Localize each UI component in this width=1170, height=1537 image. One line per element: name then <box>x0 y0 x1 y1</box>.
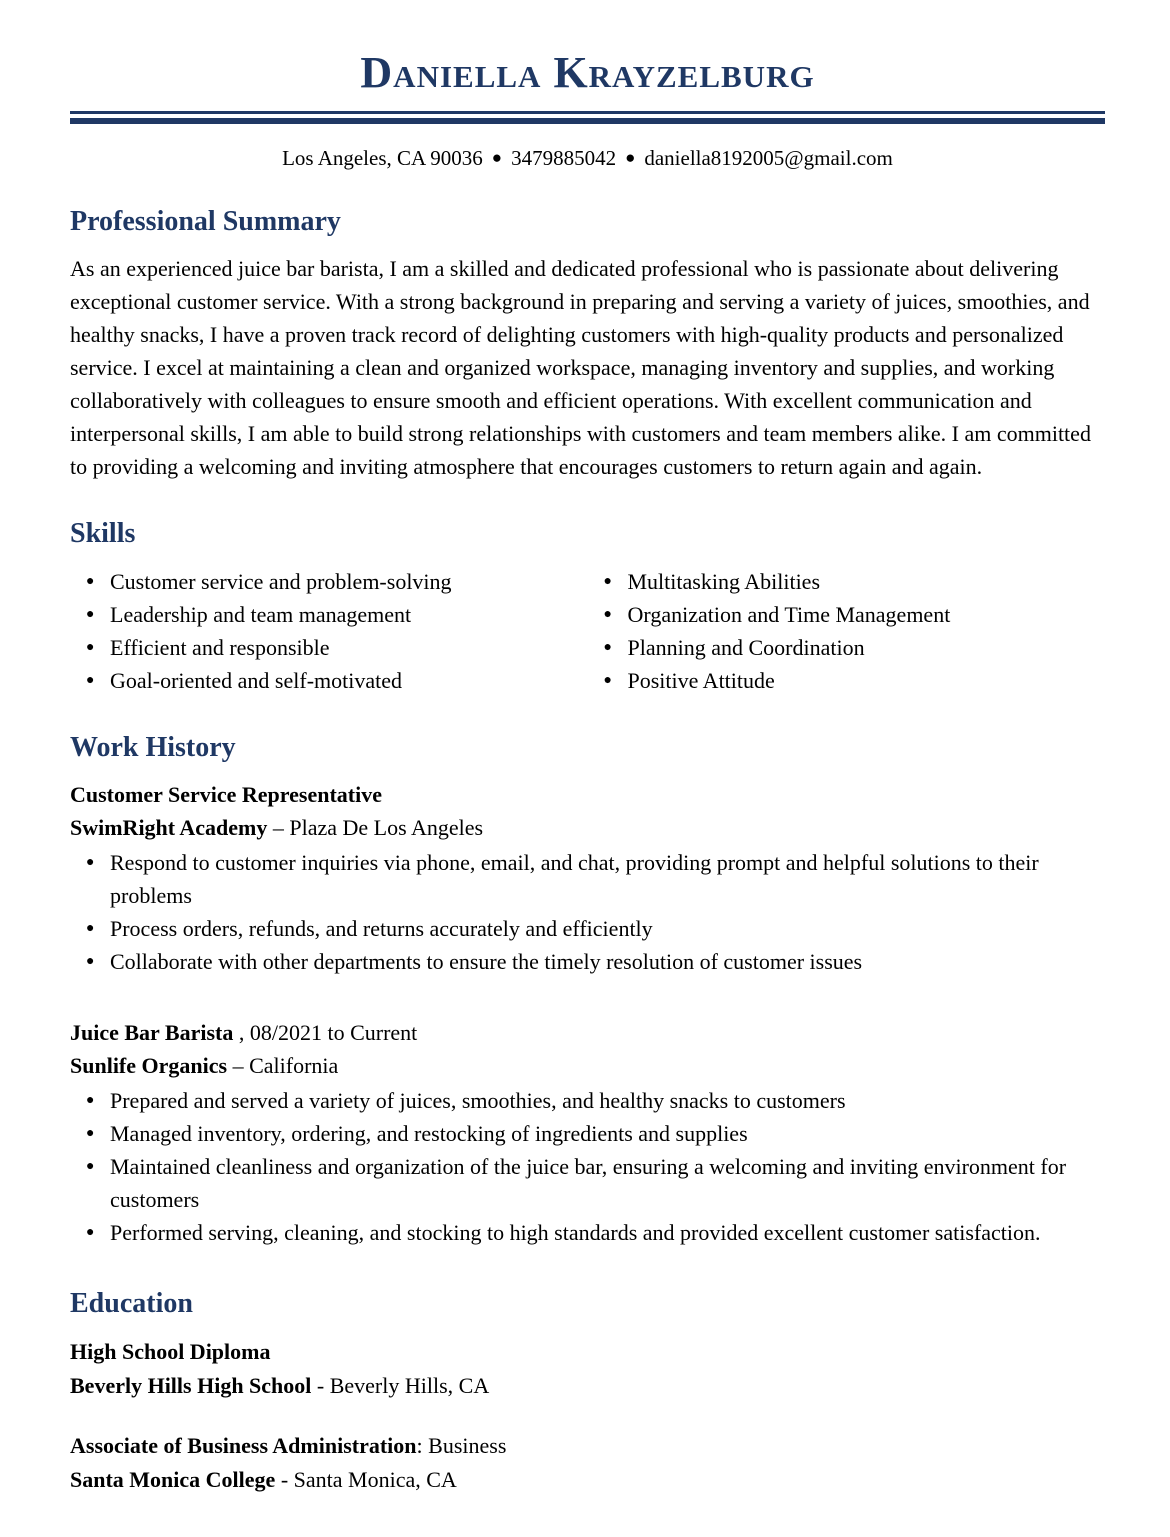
contact-location: Los Angeles, CA 90036 <box>282 145 483 170</box>
contact-separator: ● <box>491 147 503 167</box>
job-company-line <box>70 1049 1105 1082</box>
skill-item: ● Efficient and responsible <box>70 631 588 664</box>
job-location: – California <box>227 1053 339 1079</box>
job-company-line <box>70 811 1105 844</box>
education-school: Beverly Hills High School <box>70 1372 312 1398</box>
job-bullet: ● Performed serving, cleaning, and stocking to high standards and provided excellent customer satisfaction. <box>70 1216 1105 1249</box>
education-degree: Associate of Business Administration <box>70 1432 417 1458</box>
contact-line <box>70 146 1105 171</box>
job-entry <box>70 1016 1105 1249</box>
skills-list-left <box>70 565 588 697</box>
contact-separator: ● <box>625 147 636 167</box>
education-school: Santa Monica College <box>70 1466 276 1492</box>
contact-email: daniella8192005@gmail.com <box>644 145 893 170</box>
job-bullet: ● Managed inventory, ordering, and restocking of ingredients and supplies <box>70 1117 1105 1150</box>
skill-item: ● Positive Attitude <box>588 664 1106 697</box>
skill-item: ● Organization and Time Management <box>588 598 1106 631</box>
job-bullet: ● Collaborate with other departments to ensure the timely resolution of customer issues <box>70 945 1105 978</box>
skills-list-right <box>588 565 1106 697</box>
skill-item: ● Leadership and team management <box>70 598 588 631</box>
skill-item: ● Planning and Coordination <box>588 631 1106 664</box>
contact-phone: 3479885042 <box>511 145 617 170</box>
skill-item: ● Multitasking Abilities <box>588 565 1106 598</box>
education-entry <box>70 1429 1105 1497</box>
header-divider <box>70 111 1105 124</box>
section-heading-work-history: Work History <box>70 731 236 763</box>
education-degree-line <box>70 1429 1105 1463</box>
skills-columns <box>70 565 1105 697</box>
skill-item: ● Goal-oriented and self-motivated <box>70 664 588 697</box>
job-location: – Plaza De Los Angeles <box>267 815 484 841</box>
job-bullet: ● Prepared and served a variety of juices, smoothies, and healthy snacks to customers <box>70 1084 1105 1117</box>
section-heading-summary: Professional Summary <box>70 205 341 237</box>
job-bullet-list <box>70 846 1105 978</box>
job-bullet-list <box>70 1084 1105 1249</box>
education-school-line <box>70 1369 1105 1403</box>
job-bullet: ● Respond to customer inquiries via phone, email, and chat, providing prompt and helpful solutions to their problems <box>70 846 1105 912</box>
job-title-line <box>70 778 1105 811</box>
job-title: Juice Bar Barista <box>70 1020 234 1046</box>
job-company: SwimRight Academy <box>70 815 268 841</box>
job-title: Customer Service Representative <box>70 782 382 808</box>
education-degree: High School Diploma <box>70 1338 271 1364</box>
page-title: Daniella Krayzelburg <box>360 48 815 97</box>
skill-item: ● Customer service and problem-solving <box>70 565 588 598</box>
job-company: Sunlife Organics <box>70 1053 228 1079</box>
job-dates: , 08/2021 to Current <box>233 1020 418 1046</box>
section-heading-skills: Skills <box>70 518 136 550</box>
education-entry <box>70 1335 1105 1403</box>
education-location: - Santa Monica, CA <box>275 1466 457 1492</box>
job-entry <box>70 778 1105 978</box>
job-bullet: ● Process orders, refunds, and returns accurately and efficiently <box>70 912 1105 945</box>
education-school-line <box>70 1463 1105 1497</box>
education-program: : Business <box>416 1432 507 1458</box>
summary-paragraph: As an experienced juice bar barista, I am a skilled and dedicated professional who is passionate about delivering exceptional customer service. With a strong background in preparing and serving a variety of juices, smoothies, and healthy snacks, I have a proven track record of delighting customers with high-quality products and personalized service. I excel at maintaining a clean and organized workspace, managing inventory and supplies, and working collaboratively with colleagues to ensure smooth and efficient operations. With excellent communication and interpersonal skills, I am able to build strong relationships with customers and team members alike. I am committed to providing a welcoming and inviting atmosphere that encourages customers to return again and again. <box>70 256 1091 480</box>
section-heading-education: Education <box>70 1288 193 1320</box>
education-degree-line <box>70 1335 1105 1369</box>
education-location: - Beverly Hills, CA <box>311 1372 490 1398</box>
job-bullet: ● Maintained cleanliness and organization of the juice bar, ensuring a welcoming and inviting environment for customers <box>70 1150 1105 1216</box>
job-title-line <box>70 1016 1105 1049</box>
